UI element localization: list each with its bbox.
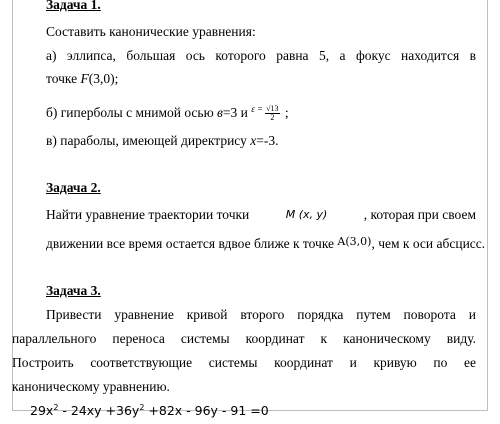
task3-line4: каноническому уравнению. bbox=[12, 379, 170, 394]
task1-b-numerator: √13 bbox=[266, 104, 279, 114]
task1-b-mid: =3 и bbox=[222, 105, 252, 120]
task2-line2 bbox=[46, 234, 485, 252]
task1-b-prefix: б) гиперболы с мнимой осью bbox=[46, 105, 218, 120]
task1-c-suffix: =-3. bbox=[256, 133, 279, 148]
task2-line1 bbox=[46, 207, 476, 223]
task1-b-var: в bbox=[217, 105, 223, 120]
task1-item-c bbox=[46, 133, 278, 149]
task2-line1-suffix: , которая при своем bbox=[363, 207, 476, 222]
task3-eq-part-a: 29x bbox=[30, 403, 54, 418]
task2-line2-suffix: , чем к оси абсцисс. bbox=[371, 236, 486, 251]
task1-c-var: x bbox=[250, 133, 257, 148]
task1-a-point: F bbox=[80, 71, 89, 86]
task3-line2: параллельного переноса системы координат к каноническому виду. bbox=[12, 331, 476, 346]
task3-title: Задача 3. bbox=[46, 283, 101, 298]
task3-line1: Привести уравнение кривой второго порядка путем поворота и bbox=[46, 307, 476, 322]
task1-title: Задача 1. bbox=[46, 0, 101, 12]
task3-line3: Построить соответствующие системы координат и кривую по ее bbox=[12, 355, 476, 370]
page-border-right bbox=[487, 0, 488, 410]
task1-b-denominator: 2 bbox=[270, 113, 275, 123]
task2-point-a: A(3,0) bbox=[337, 235, 372, 248]
task1-a-coords: (3,0); bbox=[88, 71, 119, 86]
task1-b-suffix: ; bbox=[281, 105, 289, 120]
task1-intro: Составить канонические уравнения: bbox=[46, 24, 256, 39]
task1-item-a-line2 bbox=[46, 71, 118, 87]
task3-eq-exp-1: 2 bbox=[53, 403, 59, 412]
task1-a-prefix: точке bbox=[46, 71, 81, 86]
task1-c-prefix: в) параболы, имеющей директрису bbox=[46, 133, 251, 148]
task2-point-m: M (x, y) bbox=[285, 208, 328, 221]
page-border-left bbox=[12, 0, 13, 410]
task3-eq-exp-2: 2 bbox=[139, 403, 145, 412]
task3-equation bbox=[30, 403, 269, 419]
task3-eq-part-b: - 24xy +36y bbox=[58, 403, 140, 418]
task1-item-a-line1: а) эллипса, большая ось которого равна 5, а фокус находится в bbox=[46, 48, 476, 63]
task2-line2-prefix: движении все время остается вдвое ближе к точке bbox=[46, 236, 335, 251]
task3-eq-part-c: +82x - 96y - 91 =0 bbox=[144, 403, 269, 418]
task2-title: Задача 2. bbox=[46, 180, 101, 195]
task1-b-eps: ε = bbox=[251, 104, 264, 114]
task2-line1-prefix: Найти уравнение траектории точки bbox=[46, 207, 250, 222]
task1-item-b bbox=[46, 101, 289, 122]
task1-b-fraction bbox=[265, 105, 279, 122]
